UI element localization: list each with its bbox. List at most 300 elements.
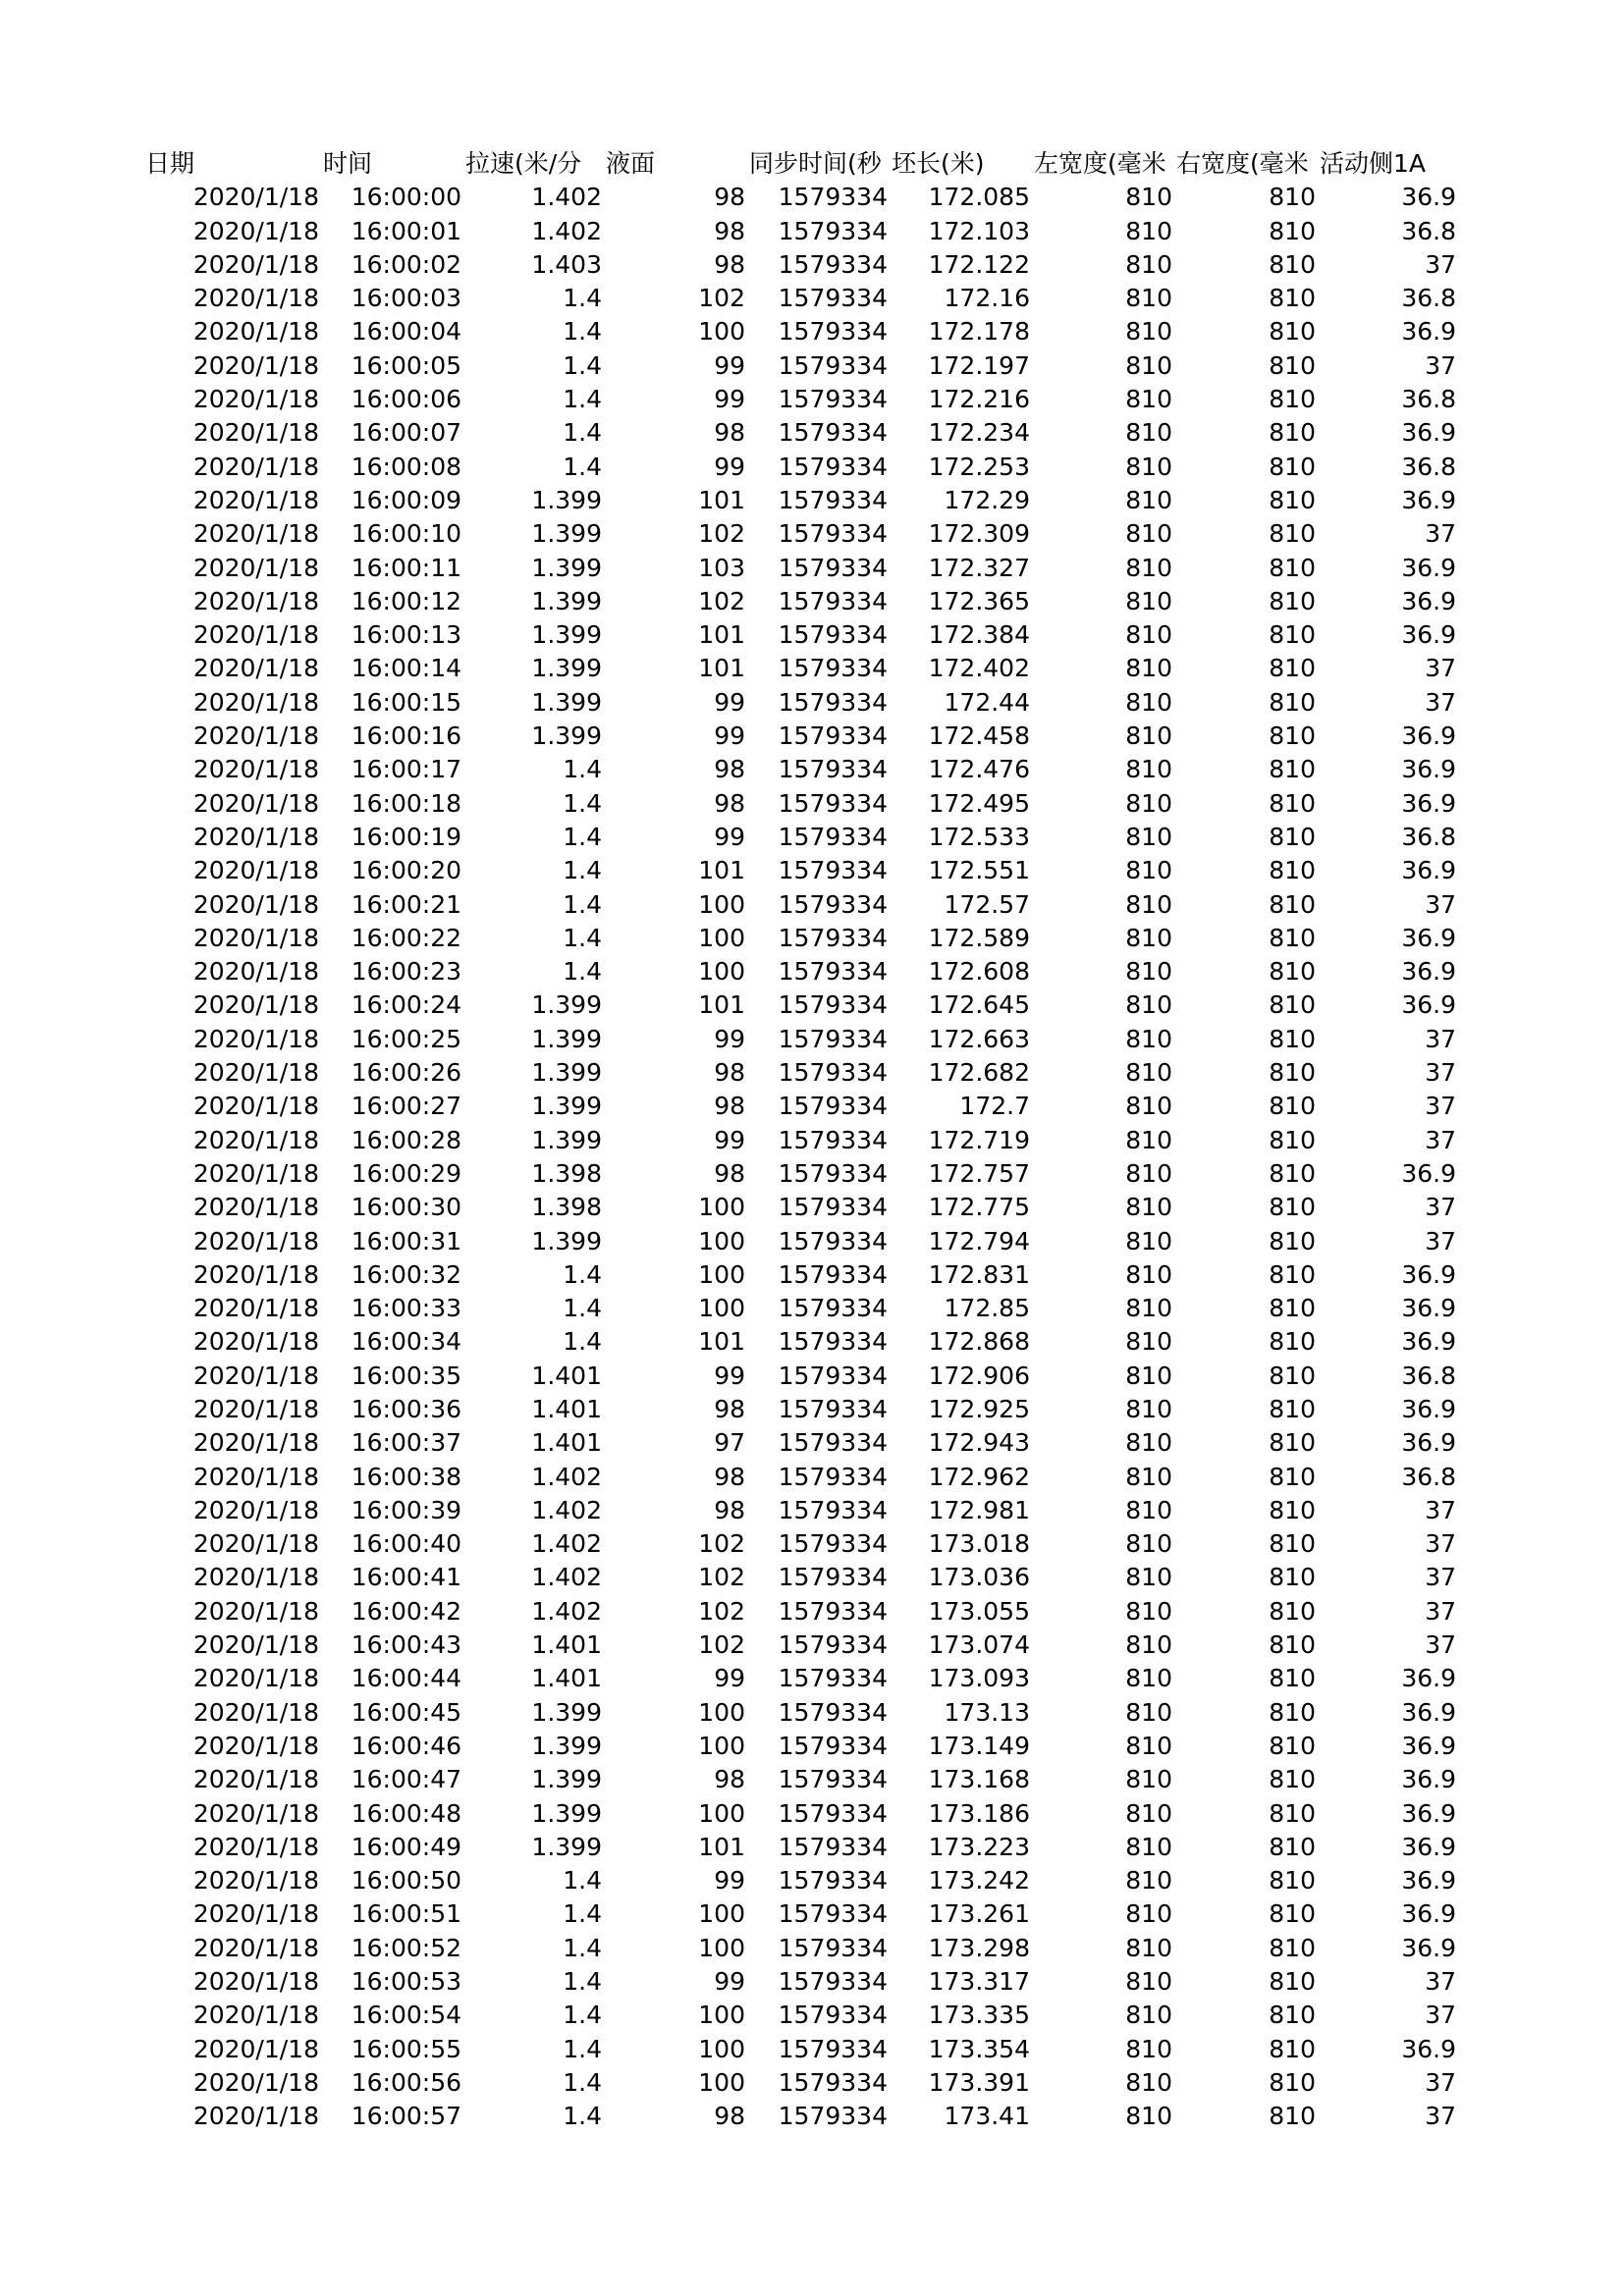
table-cell: 1579334 [778,620,888,650]
table-cell: 16:00:14 [351,654,461,683]
table-cell: 100 [698,1294,745,1323]
table-cell: 2020/1/18 [192,1394,319,1423]
table-cell: 810 [1125,1361,1172,1390]
table-cell: 36.9 [1401,957,1456,987]
table-cell: 98 [714,1765,745,1794]
table-row [143,517,1458,551]
table-cell: 173.13 [944,1697,1030,1727]
table-row [143,720,1458,753]
table-cell: 99 [714,1024,745,1053]
table-cell: 2020/1/18 [192,923,319,952]
table-cell: 2020/1/18 [192,485,319,514]
table-cell: 810 [1125,1394,1172,1423]
table-cell: 36.8 [1401,216,1456,245]
table-cell: 36.9 [1401,856,1456,885]
table-cell: 1.401 [531,1361,602,1390]
table-cell: 16:00:06 [351,385,461,414]
table-cell: 810 [1269,1024,1316,1053]
table-cell: 810 [1269,721,1316,751]
table-cell: 37 [1425,2001,1456,2030]
table-cell: 16:00:17 [351,755,461,784]
table-cell: 1.399 [531,1832,602,1861]
table-cell: 810 [1269,1899,1316,1929]
table-cell: 810 [1269,1933,1316,1962]
table-cell: 16:00:18 [351,788,461,818]
table-cell: 172.384 [928,620,1030,650]
table-row [143,1763,1458,1796]
table-cell: 1.4 [563,1899,602,1929]
table-cell: 36.9 [1401,1394,1456,1423]
table-cell: 810 [1269,1125,1316,1154]
table-row [143,1696,1458,1730]
table-cell: 810 [1125,1158,1172,1188]
table-cell: 1.4 [563,1294,602,1323]
header-row [143,147,1458,181]
table-cell: 810 [1125,1226,1172,1255]
table-cell: 173.036 [928,1563,1030,1592]
table-cell: 1.399 [531,1798,602,1828]
table-cell: 810 [1269,2001,1316,2030]
table-cell: 16:00:08 [351,452,461,481]
table-cell: 810 [1269,1765,1316,1794]
table-cell: 172.309 [928,519,1030,549]
table-cell: 172.103 [928,216,1030,245]
table-cell: 100 [698,1259,745,1289]
table-cell: 100 [698,1226,745,1255]
table-cell: 172.757 [928,1158,1030,1188]
table-cell: 16:00:28 [351,1125,461,1154]
table-cell: 810 [1269,755,1316,784]
table-cell: 172.234 [928,418,1030,448]
table-cell: 2020/1/18 [192,2102,319,2131]
table-cell: 100 [698,1933,745,1962]
table-cell: 16:00:55 [351,2034,461,2063]
table-row [143,1461,1458,1494]
table-cell: 1579334 [778,721,888,751]
table-cell: 810 [1269,485,1316,514]
table-cell: 810 [1125,485,1172,514]
table-cell: 100 [698,1731,745,1760]
table-cell: 173.186 [928,1798,1030,1828]
table-cell: 98 [714,183,745,212]
table-cell: 810 [1269,452,1316,481]
table-cell: 16:00:32 [351,1259,461,1289]
table-cell: 1579334 [778,350,888,380]
table-cell: 1579334 [778,1866,888,1896]
table-row [143,248,1458,282]
table-cell: 2020/1/18 [192,1765,319,1794]
table-row [143,1393,1458,1426]
table-cell: 37 [1425,1495,1456,1524]
table-cell: 2020/1/18 [192,1798,319,1828]
table-cell: 810 [1125,2102,1172,2131]
table-cell: 1.399 [531,485,602,514]
table-cell: 1579334 [778,822,888,851]
table-cell: 810 [1269,586,1316,615]
table-cell: 16:00:21 [351,889,461,919]
table-cell: 810 [1269,1563,1316,1592]
table-cell: 810 [1269,1596,1316,1626]
table-cell: 172.458 [928,721,1030,751]
table-cell: 1.399 [531,519,602,549]
table-cell: 100 [698,957,745,987]
table-cell: 810 [1125,1259,1172,1289]
table-cell: 1579334 [778,856,888,885]
table-cell: 100 [698,1899,745,1929]
table-cell: 37 [1425,350,1456,380]
table-cell: 98 [714,1058,745,1088]
table-cell: 2020/1/18 [192,1024,319,1053]
table-cell: 810 [1125,2034,1172,2063]
table-cell: 1579334 [778,216,888,245]
table-cell: 16:00:11 [351,553,461,582]
table-cell: 2020/1/18 [192,1697,319,1727]
table-cell: 172.608 [928,957,1030,987]
table-cell: 1.403 [531,249,602,279]
table-cell: 2020/1/18 [192,889,319,919]
table-cell: 1.401 [531,1630,602,1660]
table-cell: 36.9 [1401,553,1456,582]
table-cell: 2020/1/18 [192,1899,319,1929]
table-cell: 36.8 [1401,385,1456,414]
table-cell: 810 [1125,1832,1172,1861]
table-cell: 173.093 [928,1664,1030,1693]
table-cell: 99 [714,1361,745,1390]
table-cell: 2020/1/18 [192,350,319,380]
column-header: 右宽度(毫米 [1176,149,1309,178]
table-cell: 2020/1/18 [192,620,319,650]
table-cell: 1579334 [778,519,888,549]
table-cell: 1.4 [563,2001,602,2030]
table-cell: 172.868 [928,1327,1030,1357]
table-cell: 1.4 [563,2067,602,2097]
table-cell: 36.9 [1401,1798,1456,1828]
table-cell: 810 [1125,1058,1172,1088]
table-cell: 1.399 [531,1092,602,1121]
table-cell: 37 [1425,1125,1456,1154]
table-cell: 16:00:22 [351,923,461,952]
table-cell: 16:00:56 [351,2067,461,2097]
table-cell: 810 [1125,1428,1172,1458]
table-cell: 98 [714,755,745,784]
table-cell: 16:00:10 [351,519,461,549]
table-cell: 99 [714,1125,745,1154]
table-cell: 2020/1/18 [192,1866,319,1896]
table-row [143,282,1458,315]
table-cell: 1.4 [563,1967,602,1997]
table-cell: 172.906 [928,1361,1030,1390]
table-cell: 1579334 [778,1058,888,1088]
table-cell: 1.402 [531,216,602,245]
table-row [143,1258,1458,1292]
table-cell: 1579334 [778,1092,888,1121]
table-cell: 16:00:27 [351,1092,461,1121]
table-cell: 1.4 [563,856,602,885]
table-cell: 810 [1125,1294,1172,1323]
table-cell: 16:00:47 [351,1765,461,1794]
table-cell: 172.178 [928,317,1030,347]
table-cell: 37 [1425,1630,1456,1660]
table-cell: 173.335 [928,2001,1030,2030]
table-cell: 810 [1125,1933,1172,1962]
table-cell: 172.085 [928,183,1030,212]
table-cell: 1579334 [778,957,888,987]
table-cell: 173.223 [928,1832,1030,1861]
table-cell: 2020/1/18 [192,957,319,987]
table-cell: 173.298 [928,1933,1030,1962]
table-cell: 37 [1425,2102,1456,2131]
table-cell: 810 [1125,350,1172,380]
table-cell: 16:00:20 [351,856,461,885]
table-cell: 98 [714,418,745,448]
table-cell: 1579334 [778,654,888,683]
table-cell: 1579334 [778,1125,888,1154]
table-cell: 100 [698,2067,745,2097]
table-cell: 1.402 [531,183,602,212]
table-cell: 2020/1/18 [192,519,319,549]
column-header: 时间 [323,149,373,178]
table-cell: 810 [1269,1664,1316,1693]
table-cell: 1579334 [778,990,888,1020]
table-row [143,1999,1458,2032]
table-cell: 16:00:45 [351,1697,461,1727]
table-cell: 1579334 [778,1462,888,1491]
table-cell: 2020/1/18 [192,1058,319,1088]
table-cell: 173.018 [928,1529,1030,1559]
table-cell: 102 [698,1596,745,1626]
table-row [143,2066,1458,2100]
table-cell: 810 [1269,654,1316,683]
table-cell: 37 [1425,1596,1456,1626]
table-cell: 2020/1/18 [192,822,319,851]
table-cell: 1.4 [563,385,602,414]
table-cell: 1579334 [778,1394,888,1423]
table-cell: 16:00:29 [351,1158,461,1188]
table-cell: 810 [1125,1967,1172,1997]
table-cell: 2020/1/18 [192,1259,319,1289]
table-row [143,955,1458,988]
table-cell: 36.9 [1401,721,1456,751]
table-cell: 810 [1269,1630,1316,1660]
column-header: 坯长(米) [892,149,985,178]
table-cell: 98 [714,1394,745,1423]
table-cell: 172.794 [928,1226,1030,1255]
table-cell: 2020/1/18 [192,216,319,245]
table-cell: 810 [1269,1798,1316,1828]
table-cell: 1.398 [531,1193,602,1222]
table-cell: 810 [1269,923,1316,952]
table-cell: 810 [1125,923,1172,952]
table-cell: 173.149 [928,1731,1030,1760]
table-cell: 1579334 [778,1765,888,1794]
table-row [143,181,1458,214]
table-cell: 1.399 [531,1024,602,1053]
table-cell: 1579334 [778,1798,888,1828]
data-table [143,147,1458,2134]
table-cell: 16:00:41 [351,1563,461,1592]
table-cell: 810 [1125,1596,1172,1626]
table-cell: 810 [1125,1193,1172,1222]
table-cell: 1579334 [778,586,888,615]
table-cell: 172.85 [944,1294,1030,1323]
table-cell: 1.399 [531,1697,602,1727]
table-cell: 1.4 [563,788,602,818]
table-cell: 172.122 [928,249,1030,279]
table-cell: 100 [698,889,745,919]
table-cell: 37 [1425,1563,1456,1592]
table-cell: 810 [1125,1529,1172,1559]
table-cell: 1.4 [563,317,602,347]
table-cell: 98 [714,249,745,279]
table-cell: 36.9 [1401,586,1456,615]
table-cell: 810 [1269,1327,1316,1357]
table-cell: 1579334 [778,2067,888,2097]
table-cell: 16:00:44 [351,1664,461,1693]
table-row [143,1864,1458,1897]
table-cell: 36.9 [1401,923,1456,952]
table-cell: 1579334 [778,1158,888,1188]
table-cell: 16:00:12 [351,586,461,615]
table-cell: 810 [1125,1765,1172,1794]
table-cell: 172.551 [928,856,1030,885]
table-cell: 2020/1/18 [192,1731,319,1760]
table-cell: 16:00:16 [351,721,461,751]
table-cell: 2020/1/18 [192,1226,319,1255]
table-cell: 1.4 [563,350,602,380]
table-row [143,1965,1458,1999]
table-cell: 1.4 [563,284,602,313]
table-row [143,383,1458,416]
table-row [143,1527,1458,1561]
table-cell: 172.925 [928,1394,1030,1423]
table-cell: 810 [1269,990,1316,1020]
table-cell: 173.168 [928,1765,1030,1794]
table-cell: 1579334 [778,1361,888,1390]
table-row [143,1932,1458,1965]
table-cell: 1.4 [563,1327,602,1357]
table-cell: 1579334 [778,1596,888,1626]
table-cell: 102 [698,519,745,549]
table-cell: 810 [1125,418,1172,448]
table-cell: 16:00:09 [351,485,461,514]
table-cell: 102 [698,1529,745,1559]
table-cell: 810 [1125,385,1172,414]
table-cell: 1579334 [778,1967,888,1997]
table-cell: 810 [1269,2067,1316,2097]
table-cell: 810 [1125,284,1172,313]
table-cell: 2020/1/18 [192,1563,319,1592]
table-cell: 98 [714,216,745,245]
table-cell: 2020/1/18 [192,2001,319,2030]
table-row [143,552,1458,585]
table-cell: 16:00:52 [351,1933,461,1962]
table-cell: 16:00:42 [351,1596,461,1626]
table-cell: 810 [1269,1832,1316,1861]
table-row [143,215,1458,248]
table-cell: 100 [698,2034,745,2063]
table-cell: 810 [1269,553,1316,582]
table-cell: 36.9 [1401,2034,1456,2063]
table-cell: 173.317 [928,1967,1030,1997]
table-cell: 36.9 [1401,1327,1456,1357]
table-row [143,888,1458,922]
table-cell: 2020/1/18 [192,2067,319,2097]
table-cell: 2020/1/18 [192,1125,319,1154]
table-cell: 1.4 [563,418,602,448]
table-cell: 1.401 [531,1428,602,1458]
table-cell: 1579334 [778,1226,888,1255]
table-cell: 1579334 [778,1428,888,1458]
table-cell: 16:00:31 [351,1226,461,1255]
table-cell: 1579334 [778,1731,888,1760]
table-cell: 36.9 [1401,1158,1456,1188]
table-cell: 102 [698,284,745,313]
table-row [143,2033,1458,2066]
table-cell: 16:00:07 [351,418,461,448]
table-cell: 172.589 [928,923,1030,952]
table-cell: 1.399 [531,1125,602,1154]
table-cell: 1.399 [531,1058,602,1088]
table-cell: 810 [1125,1731,1172,1760]
table-cell: 1.4 [563,957,602,987]
table-cell: 172.719 [928,1125,1030,1154]
table-row [143,1056,1458,1090]
table-cell: 1579334 [778,1327,888,1357]
table-cell: 16:00:39 [351,1495,461,1524]
table-cell: 1579334 [778,889,888,919]
table-cell: 1579334 [778,183,888,212]
table-cell: 1.4 [563,822,602,851]
table-cell: 172.981 [928,1495,1030,1524]
table-cell: 810 [1125,1630,1172,1660]
table-cell: 1579334 [778,1630,888,1660]
table-cell: 2020/1/18 [192,1495,319,1524]
table-cell: 37 [1425,1967,1456,1997]
table-cell: 37 [1425,1529,1456,1559]
table-cell: 172.216 [928,385,1030,414]
table-cell: 172.197 [928,350,1030,380]
table-cell: 36.9 [1401,620,1456,650]
table-cell: 810 [1269,620,1316,650]
table-cell: 810 [1125,216,1172,245]
table-cell: 2020/1/18 [192,1832,319,1861]
table-row [143,787,1458,821]
table-cell: 101 [698,485,745,514]
table-cell: 99 [714,350,745,380]
table-cell: 16:00:53 [351,1967,461,1997]
table-cell: 1.4 [563,2102,602,2131]
table-cell: 810 [1125,519,1172,549]
table-cell: 1579334 [778,2034,888,2063]
table-row [143,451,1458,484]
table-cell: 172.495 [928,788,1030,818]
table-cell: 172.365 [928,586,1030,615]
table-row [143,618,1458,652]
table-row [143,1225,1458,1258]
table-cell: 1579334 [778,1529,888,1559]
table-cell: 1.401 [531,1664,602,1693]
table-cell: 810 [1269,1495,1316,1524]
table-cell: 810 [1269,1697,1316,1727]
table-cell: 36.9 [1401,418,1456,448]
table-cell: 36.8 [1401,1361,1456,1390]
table-cell: 16:00:02 [351,249,461,279]
table-cell: 810 [1125,1798,1172,1828]
table-cell: 16:00:03 [351,284,461,313]
table-cell: 98 [714,788,745,818]
table-cell: 810 [1125,1866,1172,1896]
table-body [143,181,1458,2133]
